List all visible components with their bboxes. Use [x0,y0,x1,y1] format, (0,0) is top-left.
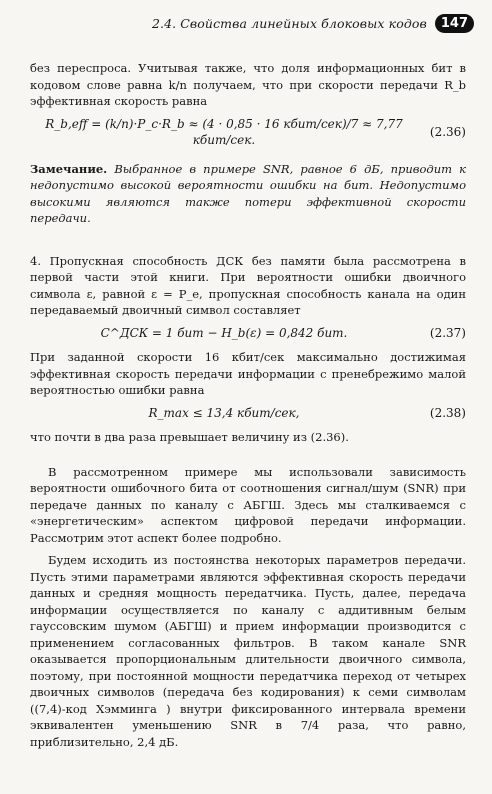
equation-number: (2.36) [429,124,466,139]
remark-label: Замечание. [30,161,108,176]
remark [30,161,466,227]
equation-number: (2.38) [429,405,466,420]
paragraph: В рассмотренном примере мы использовали зависимость вероятности ошибочного бита от соотношения сигнал/шум (SNR) при передаче данных по каналу с АБГШ. Здесь мы сталкиваемся с «энергетическим» аспектом цифровой передачи информации. Рассмотрим этот аспект более подробно. [30,464,466,545]
equation-2-38 [30,405,466,422]
equation-2-36 [30,116,466,149]
equation-body: R_max ≤ 13,4 кбит/сек, [148,405,300,420]
equation-2-37 [30,325,466,342]
equation-body: C^ДСК = 1 бит − H_b(ε) = 0,842 бит. [100,325,348,340]
equation-number: (2.37) [429,325,466,340]
running-header [152,14,474,33]
paragraph: 4. Пропускная способность ДСК без памяти была рассмотрена в первой части этой книги. При вероятности ошибки двоичного символа ε, равной ε = P_e, пропускная способность канала на один передаваемый двоичный символ составляет [30,253,466,317]
paragraph: При заданной скорости 16 кбит/сек максимально достижимая эффективная скорость передачи информации с пренебрежимо малой вероятностью ошибки равна [30,350,466,397]
paragraph: без переспроса. Учитывая также, что доля информационных бит в кодовом слове равна k/n получаем, что при скорости передачи R_b эффективная скорость равна [30,61,466,108]
page-number: 147 [435,14,474,33]
section-title: 2.4. Свойства линейных блоковых кодов [151,16,427,31]
remark-text: Выбранное в примере SNR, равное 6 дБ, приводит к недопустимо высокой вероятности ошибки на бит. Недопустимо высокими являются также потери эффективной скорости передачи. [30,161,467,225]
paragraph: что почти в два раза превышает величину из (2.36). [30,430,349,444]
equation-body: R_b,eff = (k/n)·P_c·R_b ≈ (4 · 0,85 · 16 кбит/сек)/7 ≈ 7,77 кбит/сек. [45,116,403,147]
paragraph: Будем исходить из постоянства некоторых параметров передачи. Пусть этими параметрами являются эффективная скорость передачи данных и средняя мощность передатчика. Пусть, далее, передача информации осуществляется по каналу с аддитивным белым гауссовским шумом (АБГШ) и прием информации производится с применением согласованных фильтров. В таком канале SNR оказывается пропорциональным длительности двоичного символа, поэтому, при постоянной мощности передатчика переход от четырех двоичных символов (передача без кодирования) к семи символам ((7,4)-код Хэмминга ) внутри фиксированного интервала времени эквивалентен уменьшению SNR в 7/4 раза, что равно, приблизительно, 2,4 дБ. [30,553,466,749]
page-body [30,60,466,756]
